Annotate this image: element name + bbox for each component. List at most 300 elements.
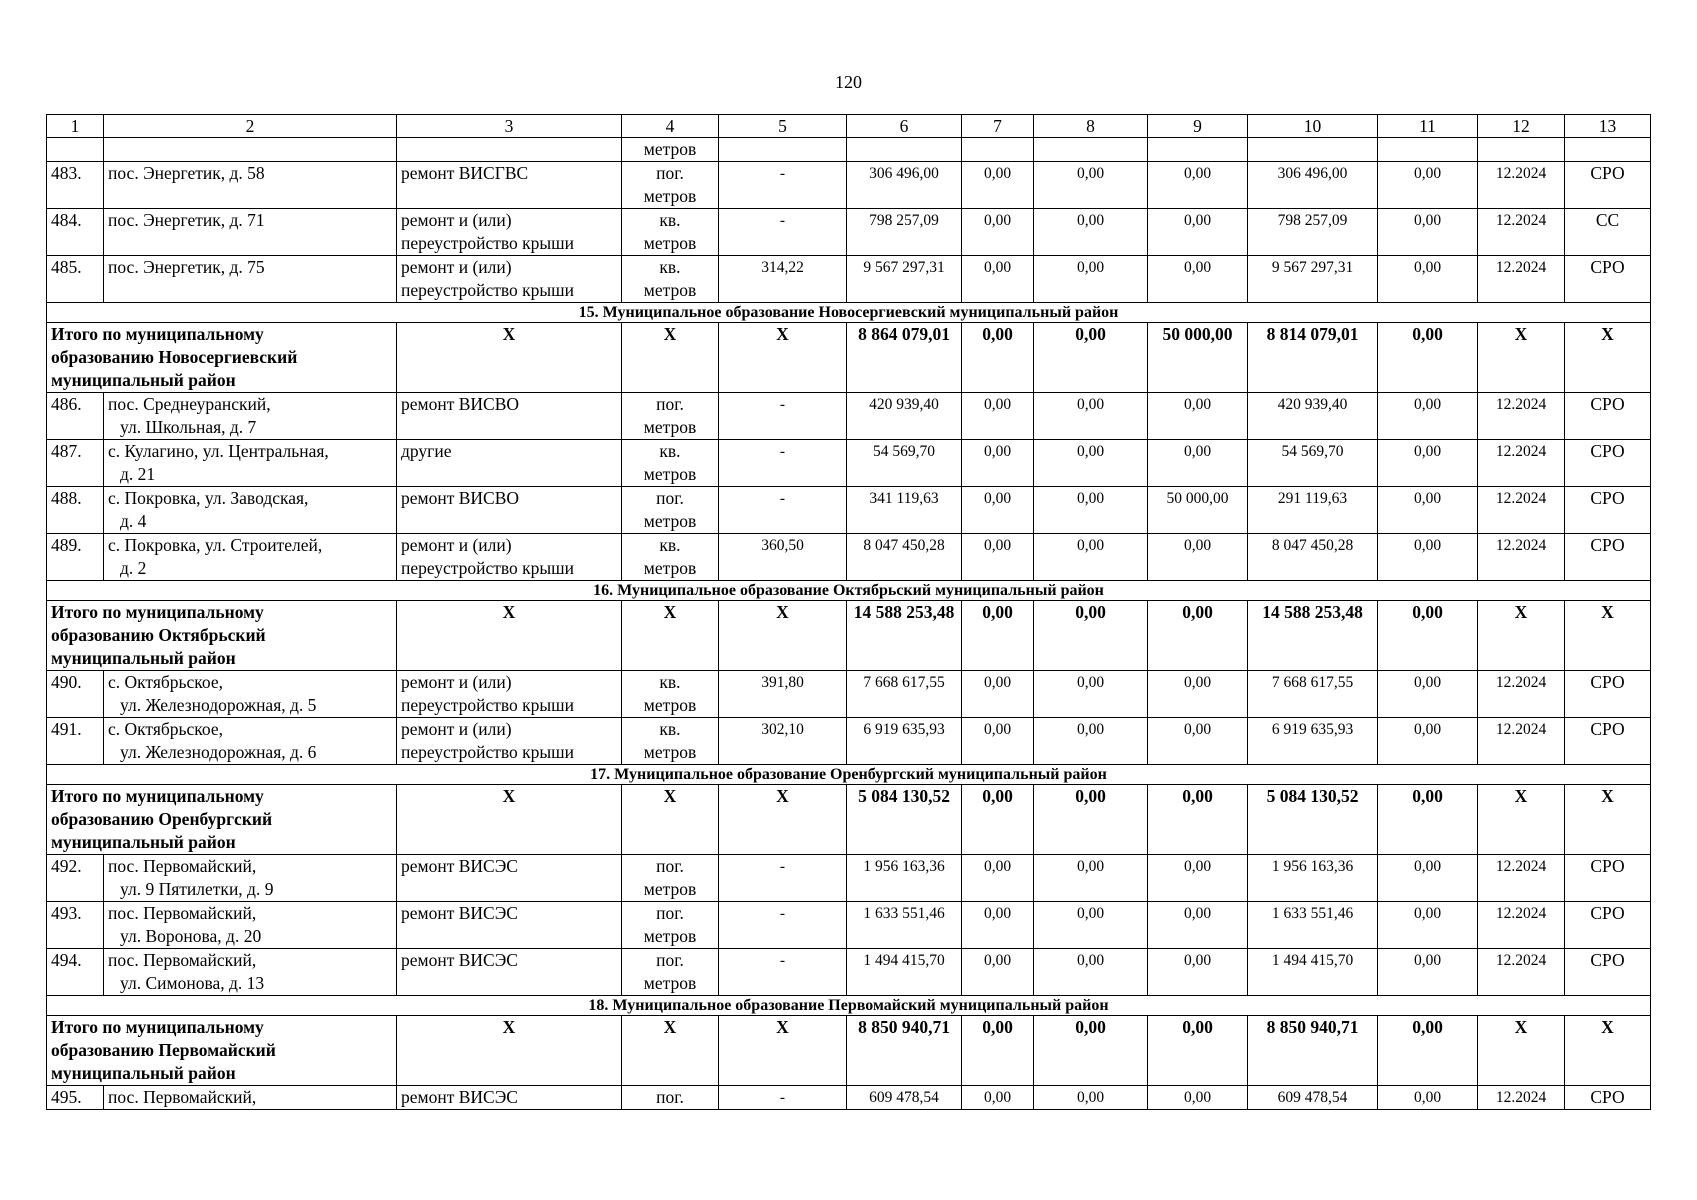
text-line: д. 21	[120, 464, 156, 484]
text-line: переустройство крыши	[401, 280, 574, 300]
text-line: метров	[643, 558, 697, 578]
text-line: пос. Энергетик, д. 75	[108, 257, 265, 277]
work-type-cell	[397, 949, 622, 996]
text-line: кв.	[659, 441, 681, 461]
text-line: с. Покровка, ул. Заводская,	[108, 488, 309, 508]
cost-cell: 341 119,63	[847, 487, 962, 534]
table-row	[47, 162, 1651, 209]
text-line: муниципальный район	[51, 648, 236, 668]
text-line: образованию Первомайский	[51, 1040, 276, 1060]
unit-cell	[622, 393, 719, 440]
total-value: 8 850 940,71	[1248, 1016, 1378, 1086]
method-cell: СРО	[1565, 487, 1651, 534]
column-number: 10	[1248, 115, 1378, 138]
text-line: метров	[643, 464, 697, 484]
total-value: 0,00	[1148, 785, 1248, 855]
address-cell	[104, 440, 397, 487]
value-cell: 0,00	[1034, 1086, 1148, 1110]
cost-cell: 9 567 297,31	[847, 256, 962, 303]
method-cell: СРО	[1565, 855, 1651, 902]
table-row	[47, 1086, 1651, 1110]
value-cell: 0,00	[1148, 949, 1248, 996]
text-line: ремонт и (или)	[401, 535, 512, 555]
total-mark: X	[1478, 785, 1565, 855]
total-value: 0,00	[1034, 785, 1148, 855]
cost-cell: 306 496,00	[847, 162, 962, 209]
total-mark: X	[622, 601, 719, 671]
row-number: 483.	[47, 162, 104, 209]
address-cell	[104, 534, 397, 581]
unit-cell	[622, 209, 719, 256]
value-cell: 0,00	[962, 718, 1034, 765]
cost-cell: 798 257,09	[847, 209, 962, 256]
total-value: 14 588 253,48	[1248, 601, 1378, 671]
address-cell	[104, 949, 397, 996]
text-line: ремонт ВИСВО	[401, 394, 520, 414]
section-title: 18. Муниципальное образование Первомайский муниципальный район	[47, 996, 1651, 1016]
value-cell: 306 496,00	[1248, 162, 1378, 209]
work-type-cell	[397, 671, 622, 718]
total-value: 5 084 130,52	[847, 785, 962, 855]
capital-repair-table	[46, 114, 1651, 1110]
method-cell: СРО	[1565, 256, 1651, 303]
value-cell: 0,00	[962, 162, 1034, 209]
method-cell: СРО	[1565, 393, 1651, 440]
deadline-cell: 12.2024	[1478, 256, 1565, 303]
work-type-cell	[397, 440, 622, 487]
row-number: 485.	[47, 256, 104, 303]
total-value: 0,00	[1034, 323, 1148, 393]
text-line: образованию Оренбургский	[51, 809, 273, 829]
table-row	[47, 718, 1651, 765]
value-cell: 0,00	[962, 949, 1034, 996]
text-line: метров	[643, 742, 697, 762]
work-type-cell	[397, 1086, 622, 1110]
text-line: Итого по муниципальному	[51, 786, 264, 806]
value-cell: 1 494 415,70	[1248, 949, 1378, 996]
area-cell: -	[719, 855, 847, 902]
text-line: пос. Энергетик, д. 58	[108, 163, 265, 183]
deadline-cell: 12.2024	[1478, 671, 1565, 718]
text-line: образованию Октябрьский	[51, 625, 266, 645]
value-cell: 0,00	[1378, 1086, 1478, 1110]
area-cell: -	[719, 949, 847, 996]
value-cell: 1 633 551,46	[1248, 902, 1378, 949]
value-cell: 291 119,63	[1248, 487, 1378, 534]
text-line: ул. Железнодорожная, д. 5	[120, 695, 317, 715]
total-mark: X	[397, 323, 622, 393]
text-line: ремонт ВИСЭС	[401, 950, 518, 970]
text-line: пог.	[656, 488, 684, 508]
row-number: 488.	[47, 487, 104, 534]
column-number: 8	[1034, 115, 1148, 138]
value-cell: 420 939,40	[1248, 393, 1378, 440]
value-cell: 0,00	[1148, 855, 1248, 902]
total-value: 0,00	[1034, 601, 1148, 671]
total-value: 0,00	[962, 601, 1034, 671]
total-mark: X	[1478, 323, 1565, 393]
deadline-cell: 12.2024	[1478, 440, 1565, 487]
column-number-row	[47, 115, 1651, 138]
value-cell: 0,00	[1378, 393, 1478, 440]
work-type-cell	[397, 487, 622, 534]
cost-cell: 8 047 450,28	[847, 534, 962, 581]
value-cell: 0,00	[1034, 162, 1148, 209]
text-line: метров	[643, 233, 697, 253]
unit-cell	[622, 162, 719, 209]
text-line: муниципальный район	[51, 1063, 236, 1083]
section-title: 15. Муниципальное образование Новосергиевский муниципальный район	[47, 303, 1651, 323]
address-cell	[104, 162, 397, 209]
text-line: метров	[643, 186, 697, 206]
value-cell: 0,00	[1034, 534, 1148, 581]
total-label	[47, 323, 397, 393]
text-line: Итого по муниципальному	[51, 324, 264, 344]
total-value: 14 588 253,48	[847, 601, 962, 671]
total-mark: X	[622, 1016, 719, 1086]
total-value: 8 814 079,01	[1248, 323, 1378, 393]
value-cell: 0,00	[1378, 902, 1478, 949]
value-cell: 0,00	[962, 1086, 1034, 1110]
row-number: 484.	[47, 209, 104, 256]
unit-cell	[622, 949, 719, 996]
text-line: образованию Новосергиевский	[51, 347, 298, 367]
column-number: 4	[622, 115, 719, 138]
cost-cell: 420 939,40	[847, 393, 962, 440]
section-header-row	[47, 765, 1651, 785]
address-cell	[104, 487, 397, 534]
area-cell: 302,10	[719, 718, 847, 765]
column-number: 13	[1565, 115, 1651, 138]
total-mark: X	[1478, 1016, 1565, 1086]
text-line: пог.	[656, 903, 684, 923]
continuation-row	[47, 138, 1651, 162]
section-title: 17. Муниципальное образование Оренбургский муниципальный район	[47, 765, 1651, 785]
total-value: 0,00	[962, 323, 1034, 393]
text-line: пос. Среднеуранский,	[108, 394, 271, 414]
work-type-cell	[397, 902, 622, 949]
text-line: с. Октябрьское,	[108, 672, 224, 692]
value-cell: 0,00	[1378, 671, 1478, 718]
address-cell	[104, 902, 397, 949]
method-cell: СРО	[1565, 440, 1651, 487]
row-number: 493.	[47, 902, 104, 949]
value-cell: 0,00	[962, 855, 1034, 902]
column-number: 2	[104, 115, 397, 138]
text-line: ремонт и (или)	[401, 257, 512, 277]
value-cell: 0,00	[962, 487, 1034, 534]
text-line: метров	[643, 417, 697, 437]
value-cell: 0,00	[1034, 256, 1148, 303]
method-cell: СРО	[1565, 949, 1651, 996]
table-row	[47, 949, 1651, 996]
work-type-cell	[397, 256, 622, 303]
text-line: пог.	[656, 950, 684, 970]
value-cell: 9 567 297,31	[1248, 256, 1378, 303]
text-line: пос. Первомайский,	[108, 903, 257, 923]
text-line: пос. Первомайский,	[108, 950, 257, 970]
text-line: кв.	[659, 719, 681, 739]
text-line: ремонт ВИСЭС	[401, 903, 518, 923]
value-cell: 0,00	[1034, 487, 1148, 534]
table-row	[47, 209, 1651, 256]
text-line: кв.	[659, 210, 681, 230]
column-number: 12	[1478, 115, 1565, 138]
table-row	[47, 440, 1651, 487]
value-cell: 0,00	[1148, 902, 1248, 949]
total-row	[47, 1016, 1651, 1086]
table-row	[47, 855, 1651, 902]
text-line: кв.	[659, 672, 681, 692]
text-line: Итого по муниципальному	[51, 602, 264, 622]
value-cell: 0,00	[1148, 256, 1248, 303]
text-line: ремонт ВИСГВС	[401, 163, 529, 183]
column-number: 9	[1148, 115, 1248, 138]
work-type-cell	[397, 393, 622, 440]
text-line: ремонт ВИСВО	[401, 488, 520, 508]
deadline-cell: 12.2024	[1478, 902, 1565, 949]
area-cell: 391,80	[719, 671, 847, 718]
value-cell: 0,00	[962, 256, 1034, 303]
total-mark: X	[397, 601, 622, 671]
total-mark: X	[1565, 323, 1651, 393]
total-label	[47, 1016, 397, 1086]
unit-cell	[622, 440, 719, 487]
unit-cell	[622, 718, 719, 765]
deadline-cell: 12.2024	[1478, 718, 1565, 765]
address-cell	[104, 855, 397, 902]
value-cell: 50 000,00	[1148, 487, 1248, 534]
value-cell: 0,00	[962, 671, 1034, 718]
column-number: 11	[1378, 115, 1478, 138]
text-line: ул. 9 Пятилетки, д. 9	[120, 879, 274, 899]
text-line: пог.	[656, 1087, 684, 1107]
address-cell	[104, 256, 397, 303]
unit-cell	[622, 902, 719, 949]
cost-cell: 1 956 163,36	[847, 855, 962, 902]
unit-cell	[622, 534, 719, 581]
work-type-cell	[397, 718, 622, 765]
value-cell: 0,00	[1034, 855, 1148, 902]
text-line: ремонт ВИСЭС	[401, 856, 518, 876]
table-row	[47, 393, 1651, 440]
value-cell: 7 668 617,55	[1248, 671, 1378, 718]
value-cell: 0,00	[1378, 209, 1478, 256]
text-line: метров	[643, 926, 697, 946]
total-mark: X	[719, 601, 847, 671]
value-cell: 0,00	[1034, 440, 1148, 487]
cost-cell: 54 569,70	[847, 440, 962, 487]
text-line: с. Кулагино, ул. Центральная,	[108, 441, 329, 461]
text-line: муниципальный район	[51, 832, 236, 852]
unit-cell	[622, 487, 719, 534]
total-value: 0,00	[1378, 1016, 1478, 1086]
row-number: 495.	[47, 1086, 104, 1110]
total-mark: X	[622, 323, 719, 393]
value-cell: 0,00	[1378, 487, 1478, 534]
total-value: 8 850 940,71	[847, 1016, 962, 1086]
text-line: метров	[643, 879, 697, 899]
area-cell: -	[719, 393, 847, 440]
value-cell: 0,00	[1034, 902, 1148, 949]
column-number: 6	[847, 115, 962, 138]
method-cell: СС	[1565, 209, 1651, 256]
row-number: 487.	[47, 440, 104, 487]
address-cell	[104, 671, 397, 718]
text-line: метров	[643, 511, 697, 531]
text-line: ремонт и (или)	[401, 210, 512, 230]
text-line: ул. Симонова, д. 13	[120, 973, 265, 993]
total-value: 0,00	[1148, 601, 1248, 671]
deadline-cell: 12.2024	[1478, 487, 1565, 534]
section-header-row	[47, 581, 1651, 601]
text-line: с. Покровка, ул. Строителей,	[108, 535, 323, 555]
deadline-cell: 12.2024	[1478, 393, 1565, 440]
unit-cell: метров	[622, 138, 719, 162]
value-cell: 0,00	[1378, 440, 1478, 487]
text-line: кв.	[659, 535, 681, 555]
area-cell: -	[719, 440, 847, 487]
deadline-cell: 12.2024	[1478, 209, 1565, 256]
value-cell: 0,00	[962, 534, 1034, 581]
value-cell: 0,00	[1034, 209, 1148, 256]
total-label	[47, 601, 397, 671]
value-cell: 0,00	[1148, 393, 1248, 440]
total-value: 0,00	[1378, 323, 1478, 393]
address-cell	[104, 1086, 397, 1110]
deadline-cell: 12.2024	[1478, 534, 1565, 581]
total-value: 5 084 130,52	[1248, 785, 1378, 855]
area-cell: -	[719, 1086, 847, 1110]
text-line: пог.	[656, 163, 684, 183]
value-cell: 0,00	[1034, 393, 1148, 440]
total-value: 0,00	[1034, 1016, 1148, 1086]
value-cell: 0,00	[962, 902, 1034, 949]
value-cell: 0,00	[1034, 671, 1148, 718]
column-number: 3	[397, 115, 622, 138]
total-label	[47, 785, 397, 855]
text-line: метров	[643, 280, 697, 300]
value-cell: 0,00	[1034, 718, 1148, 765]
table-row	[47, 534, 1651, 581]
method-cell: СРО	[1565, 1086, 1651, 1110]
row-number: 491.	[47, 718, 104, 765]
cost-cell: 1 633 551,46	[847, 902, 962, 949]
address-cell	[104, 718, 397, 765]
area-cell: 314,22	[719, 256, 847, 303]
total-mark: X	[397, 785, 622, 855]
value-cell: 0,00	[1148, 1086, 1248, 1110]
total-value: 0,00	[1378, 601, 1478, 671]
total-mark: X	[719, 323, 847, 393]
section-header-row	[47, 303, 1651, 323]
row-number: 489.	[47, 534, 104, 581]
cost-cell: 7 668 617,55	[847, 671, 962, 718]
area-cell: -	[719, 162, 847, 209]
total-value: 50 000,00	[1148, 323, 1248, 393]
total-value: 0,00	[962, 1016, 1034, 1086]
value-cell: 0,00	[1034, 949, 1148, 996]
total-mark: X	[1565, 785, 1651, 855]
column-number: 1	[47, 115, 104, 138]
work-type-cell	[397, 162, 622, 209]
value-cell: 0,00	[962, 440, 1034, 487]
table-body	[47, 115, 1651, 1110]
method-cell: СРО	[1565, 718, 1651, 765]
text-line: ремонт и (или)	[401, 672, 512, 692]
column-number: 7	[962, 115, 1034, 138]
method-cell: СРО	[1565, 534, 1651, 581]
deadline-cell: 12.2024	[1478, 1086, 1565, 1110]
text-line: ул. Воронова, д. 20	[120, 926, 262, 946]
table-row	[47, 487, 1651, 534]
area-cell: -	[719, 902, 847, 949]
value-cell: 0,00	[1378, 949, 1478, 996]
value-cell: 0,00	[1378, 718, 1478, 765]
method-cell: СРО	[1565, 671, 1651, 718]
text-line: переустройство крыши	[401, 558, 574, 578]
table-row	[47, 902, 1651, 949]
section-title: 16. Муниципальное образование Октябрьский муниципальный район	[47, 581, 1651, 601]
table-row	[47, 256, 1651, 303]
unit-cell	[622, 671, 719, 718]
value-cell: 1 956 163,36	[1248, 855, 1378, 902]
value-cell: 0,00	[1148, 534, 1248, 581]
method-cell: СРО	[1565, 902, 1651, 949]
value-cell: 609 478,54	[1248, 1086, 1378, 1110]
total-mark: X	[1565, 601, 1651, 671]
page-number: 120	[835, 72, 862, 92]
total-mark: X	[397, 1016, 622, 1086]
address-cell	[104, 393, 397, 440]
text-line: другие	[401, 441, 452, 461]
unit-cell	[622, 256, 719, 303]
value-cell: 8 047 450,28	[1248, 534, 1378, 581]
text-line: с. Октябрьское,	[108, 719, 224, 739]
text-line: д. 2	[120, 558, 147, 578]
deadline-cell: 12.2024	[1478, 855, 1565, 902]
section-header-row	[47, 996, 1651, 1016]
total-value: 0,00	[1378, 785, 1478, 855]
text-line: ул. Железнодорожная, д. 6	[120, 742, 317, 762]
method-cell: СРО	[1565, 162, 1651, 209]
work-type-cell	[397, 855, 622, 902]
total-row	[47, 601, 1651, 671]
value-cell: 0,00	[1378, 256, 1478, 303]
value-cell: 0,00	[1378, 534, 1478, 581]
value-cell: 0,00	[1148, 209, 1248, 256]
total-row	[47, 785, 1651, 855]
text-line: Итого по муниципальному	[51, 1017, 264, 1037]
value-cell: 54 569,70	[1248, 440, 1378, 487]
total-mark: X	[622, 785, 719, 855]
value-cell: 6 919 635,93	[1248, 718, 1378, 765]
text-line: метров	[643, 695, 697, 715]
text-line: переустройство крыши	[401, 233, 574, 253]
text-line: пос. Первомайский,	[108, 1087, 257, 1107]
address-cell	[104, 209, 397, 256]
text-line: переустройство крыши	[401, 742, 574, 762]
value-cell: 0,00	[1378, 162, 1478, 209]
total-value: 0,00	[1148, 1016, 1248, 1086]
total-mark: X	[719, 1016, 847, 1086]
area-cell: -	[719, 209, 847, 256]
column-number: 5	[719, 115, 847, 138]
text-line: переустройство крыши	[401, 695, 574, 715]
area-cell: 360,50	[719, 534, 847, 581]
total-mark: X	[1565, 1016, 1651, 1086]
row-number: 492.	[47, 855, 104, 902]
